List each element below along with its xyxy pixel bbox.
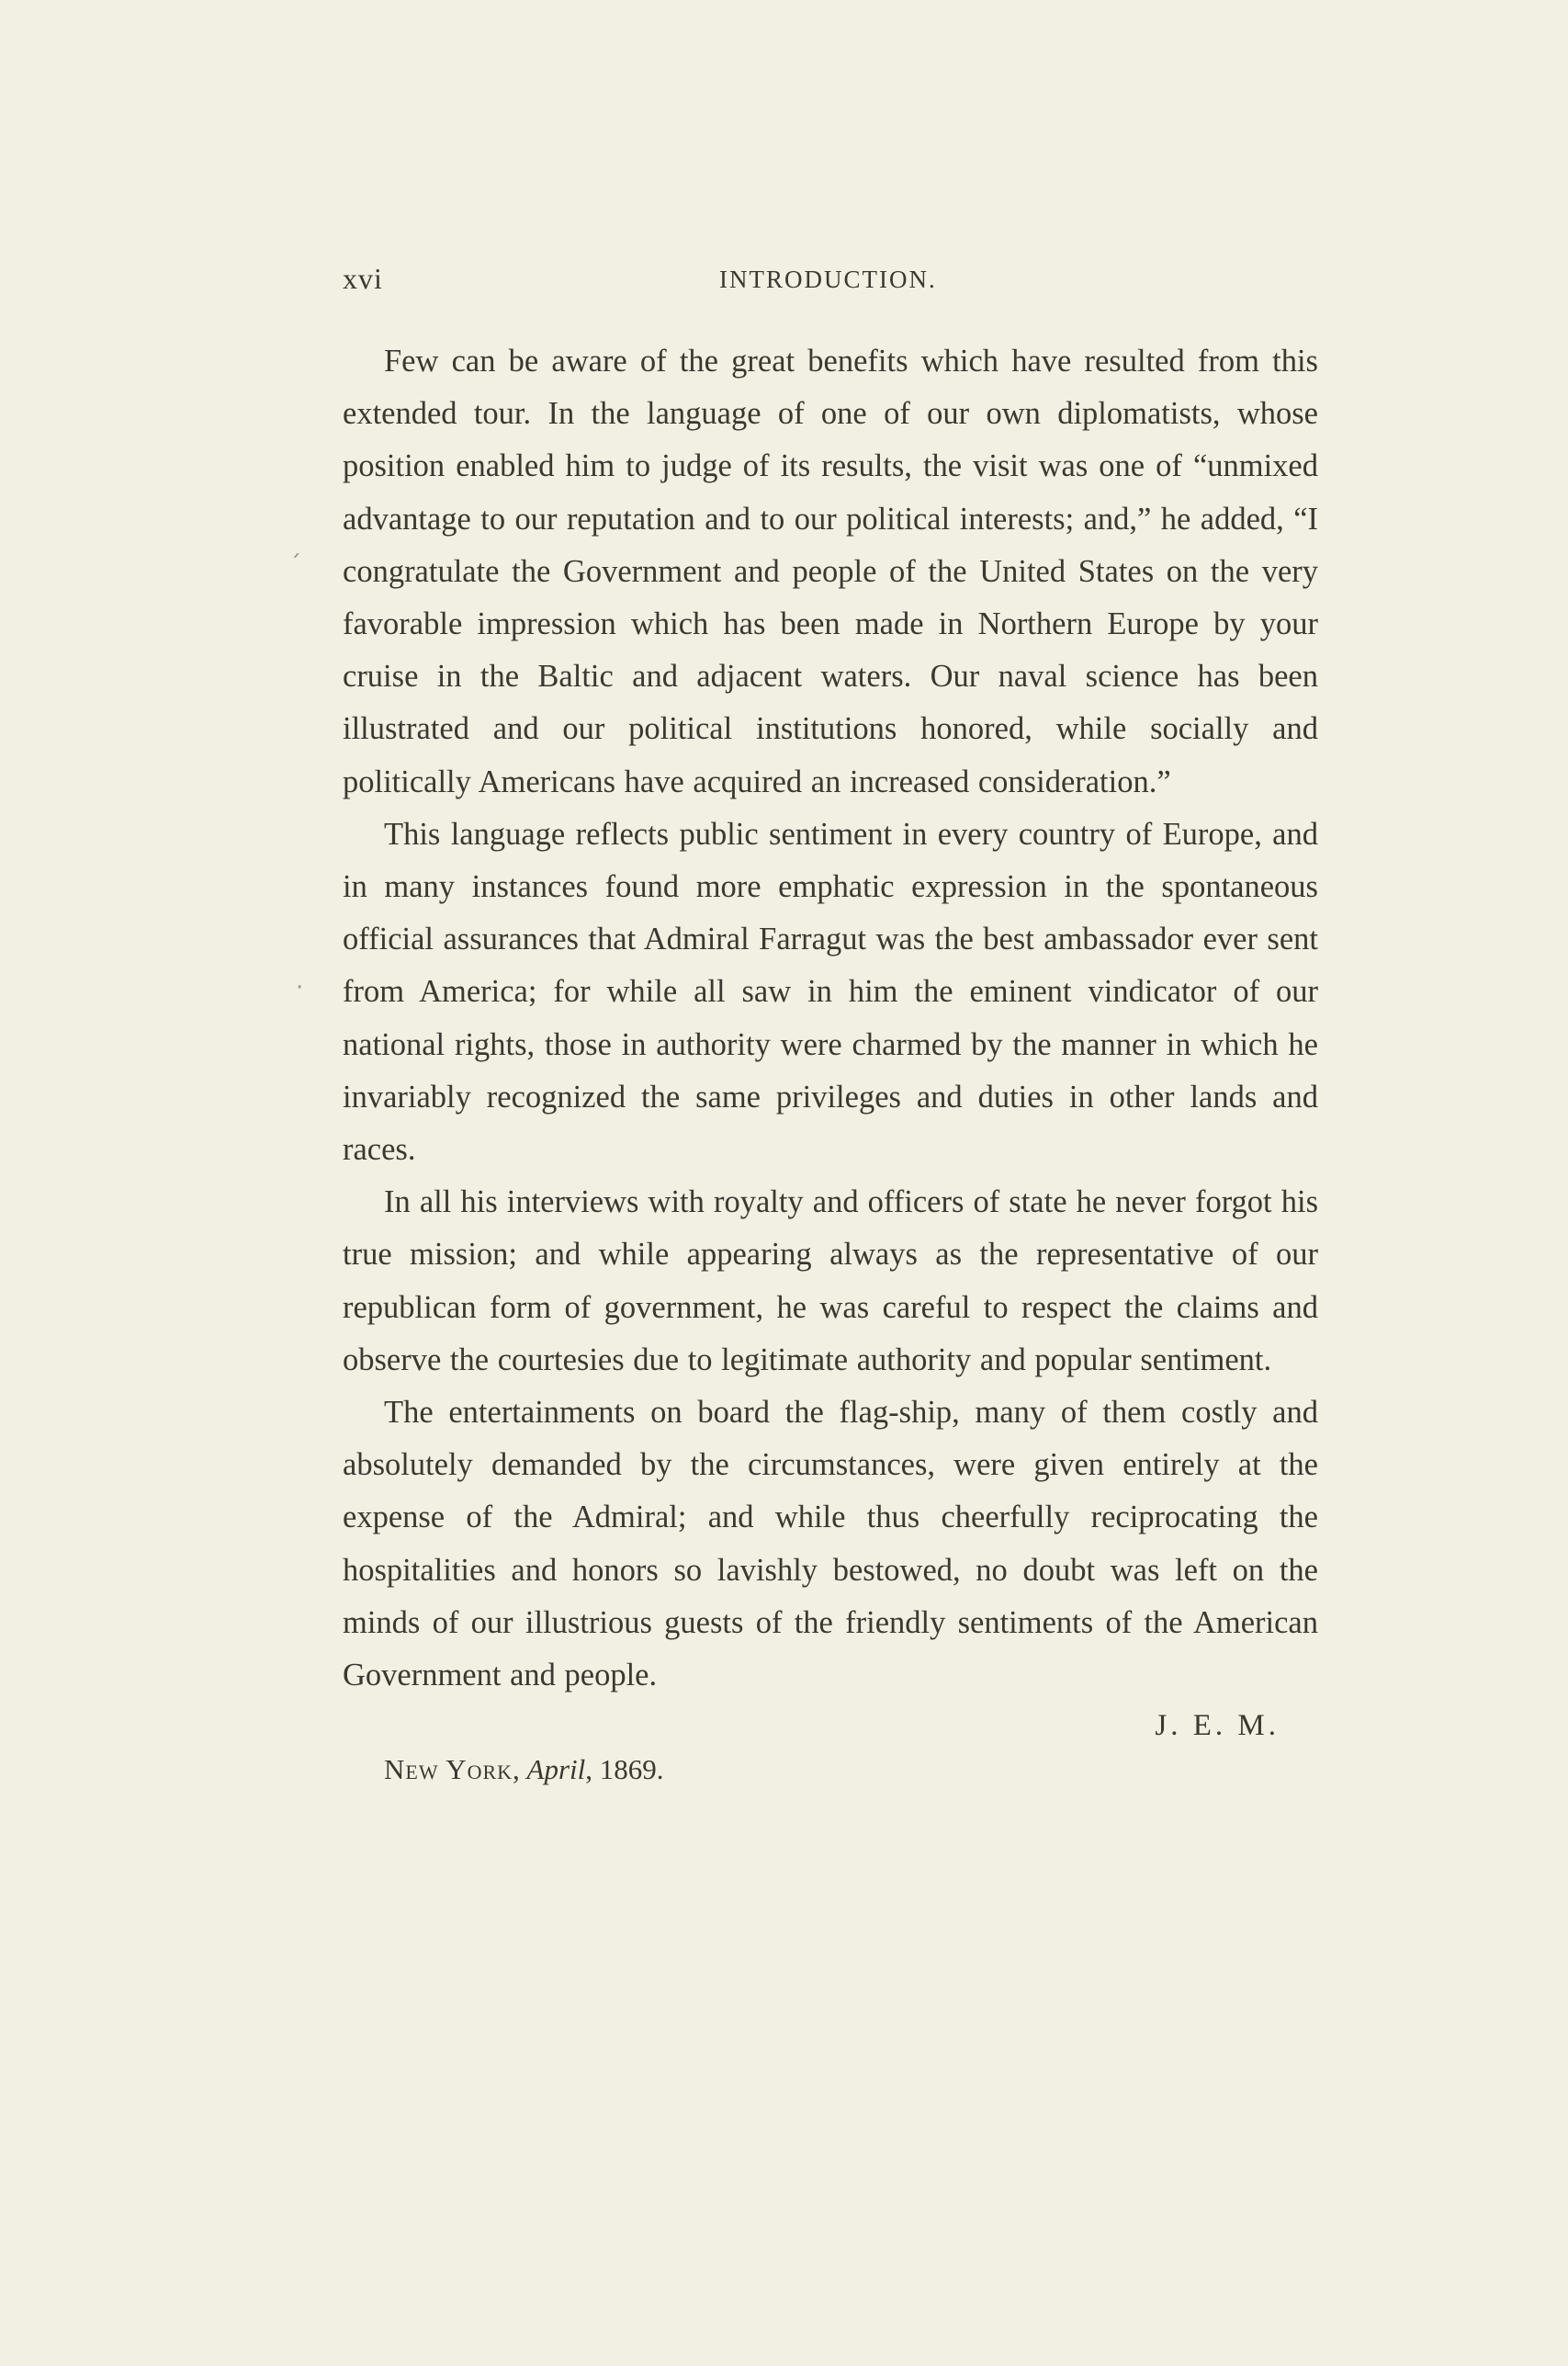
author-initials: J. E. M. xyxy=(1155,1709,1280,1743)
dateline-month: April xyxy=(526,1753,586,1786)
page-header xyxy=(343,262,1280,299)
body-text xyxy=(343,335,1318,1790)
margin-tick-mark: ´ xyxy=(289,551,301,579)
page-number: xvi xyxy=(343,262,383,295)
paragraph: In all his interviews with royalty and officers of state he never forgot his true mission; and while appearing always as the representative of our republican form of government, he was careful to respect the claims and observe the courtesies due to legitimate authority and popular sentiment. xyxy=(343,1184,1318,1377)
margin-dot-mark: · xyxy=(296,974,304,1002)
dateline-year: 1869. xyxy=(599,1753,664,1786)
paragraph: Few can be aware of the great benefits which have resulted from this extended tour. In the language of one of our own diplomatists, whose position enabled him to judge of its results, the visit was one of “unmixed advantage to our reputation and to our political interests; and,” he added, “I congratulate the Government and people of the United States on the very favorable impression which has been made in Northern Europe by your cruise in the Baltic and adjacent waters. Our naval science has been illustrated and our political institutions honored, while socially and politically Americans have acquired an increased consideration.” xyxy=(343,344,1318,799)
running-head: INTRODUCTION. xyxy=(719,266,937,293)
paragraph: The entertainments on board the flag-ship, many of them costly and absolutely demanded by the circumstances, were given entirely at the expense of the Admiral; and while thus cheerfully reciprocating the hospitalities and honors so lavishly bestowed, no doubt was left on the minds of our illustrious guests of the friendly sentiments of the American Government and people. xyxy=(343,1395,1318,1693)
paragraph: This language reflects public sentiment in every country of Europe, and in many instances found more emphatic expression in the spontaneous official assurances that Admiral Farragut was the best ambassador ever sent from America; for while all saw in him the eminent vindicator of our national rights, those in authority were charmed by the manner in which he invariably recognized the same privileges and duties in other lands and races. xyxy=(343,816,1318,1168)
dateline-city: New York xyxy=(384,1753,513,1786)
dateline: New York, April, 1869. xyxy=(384,1753,664,1786)
